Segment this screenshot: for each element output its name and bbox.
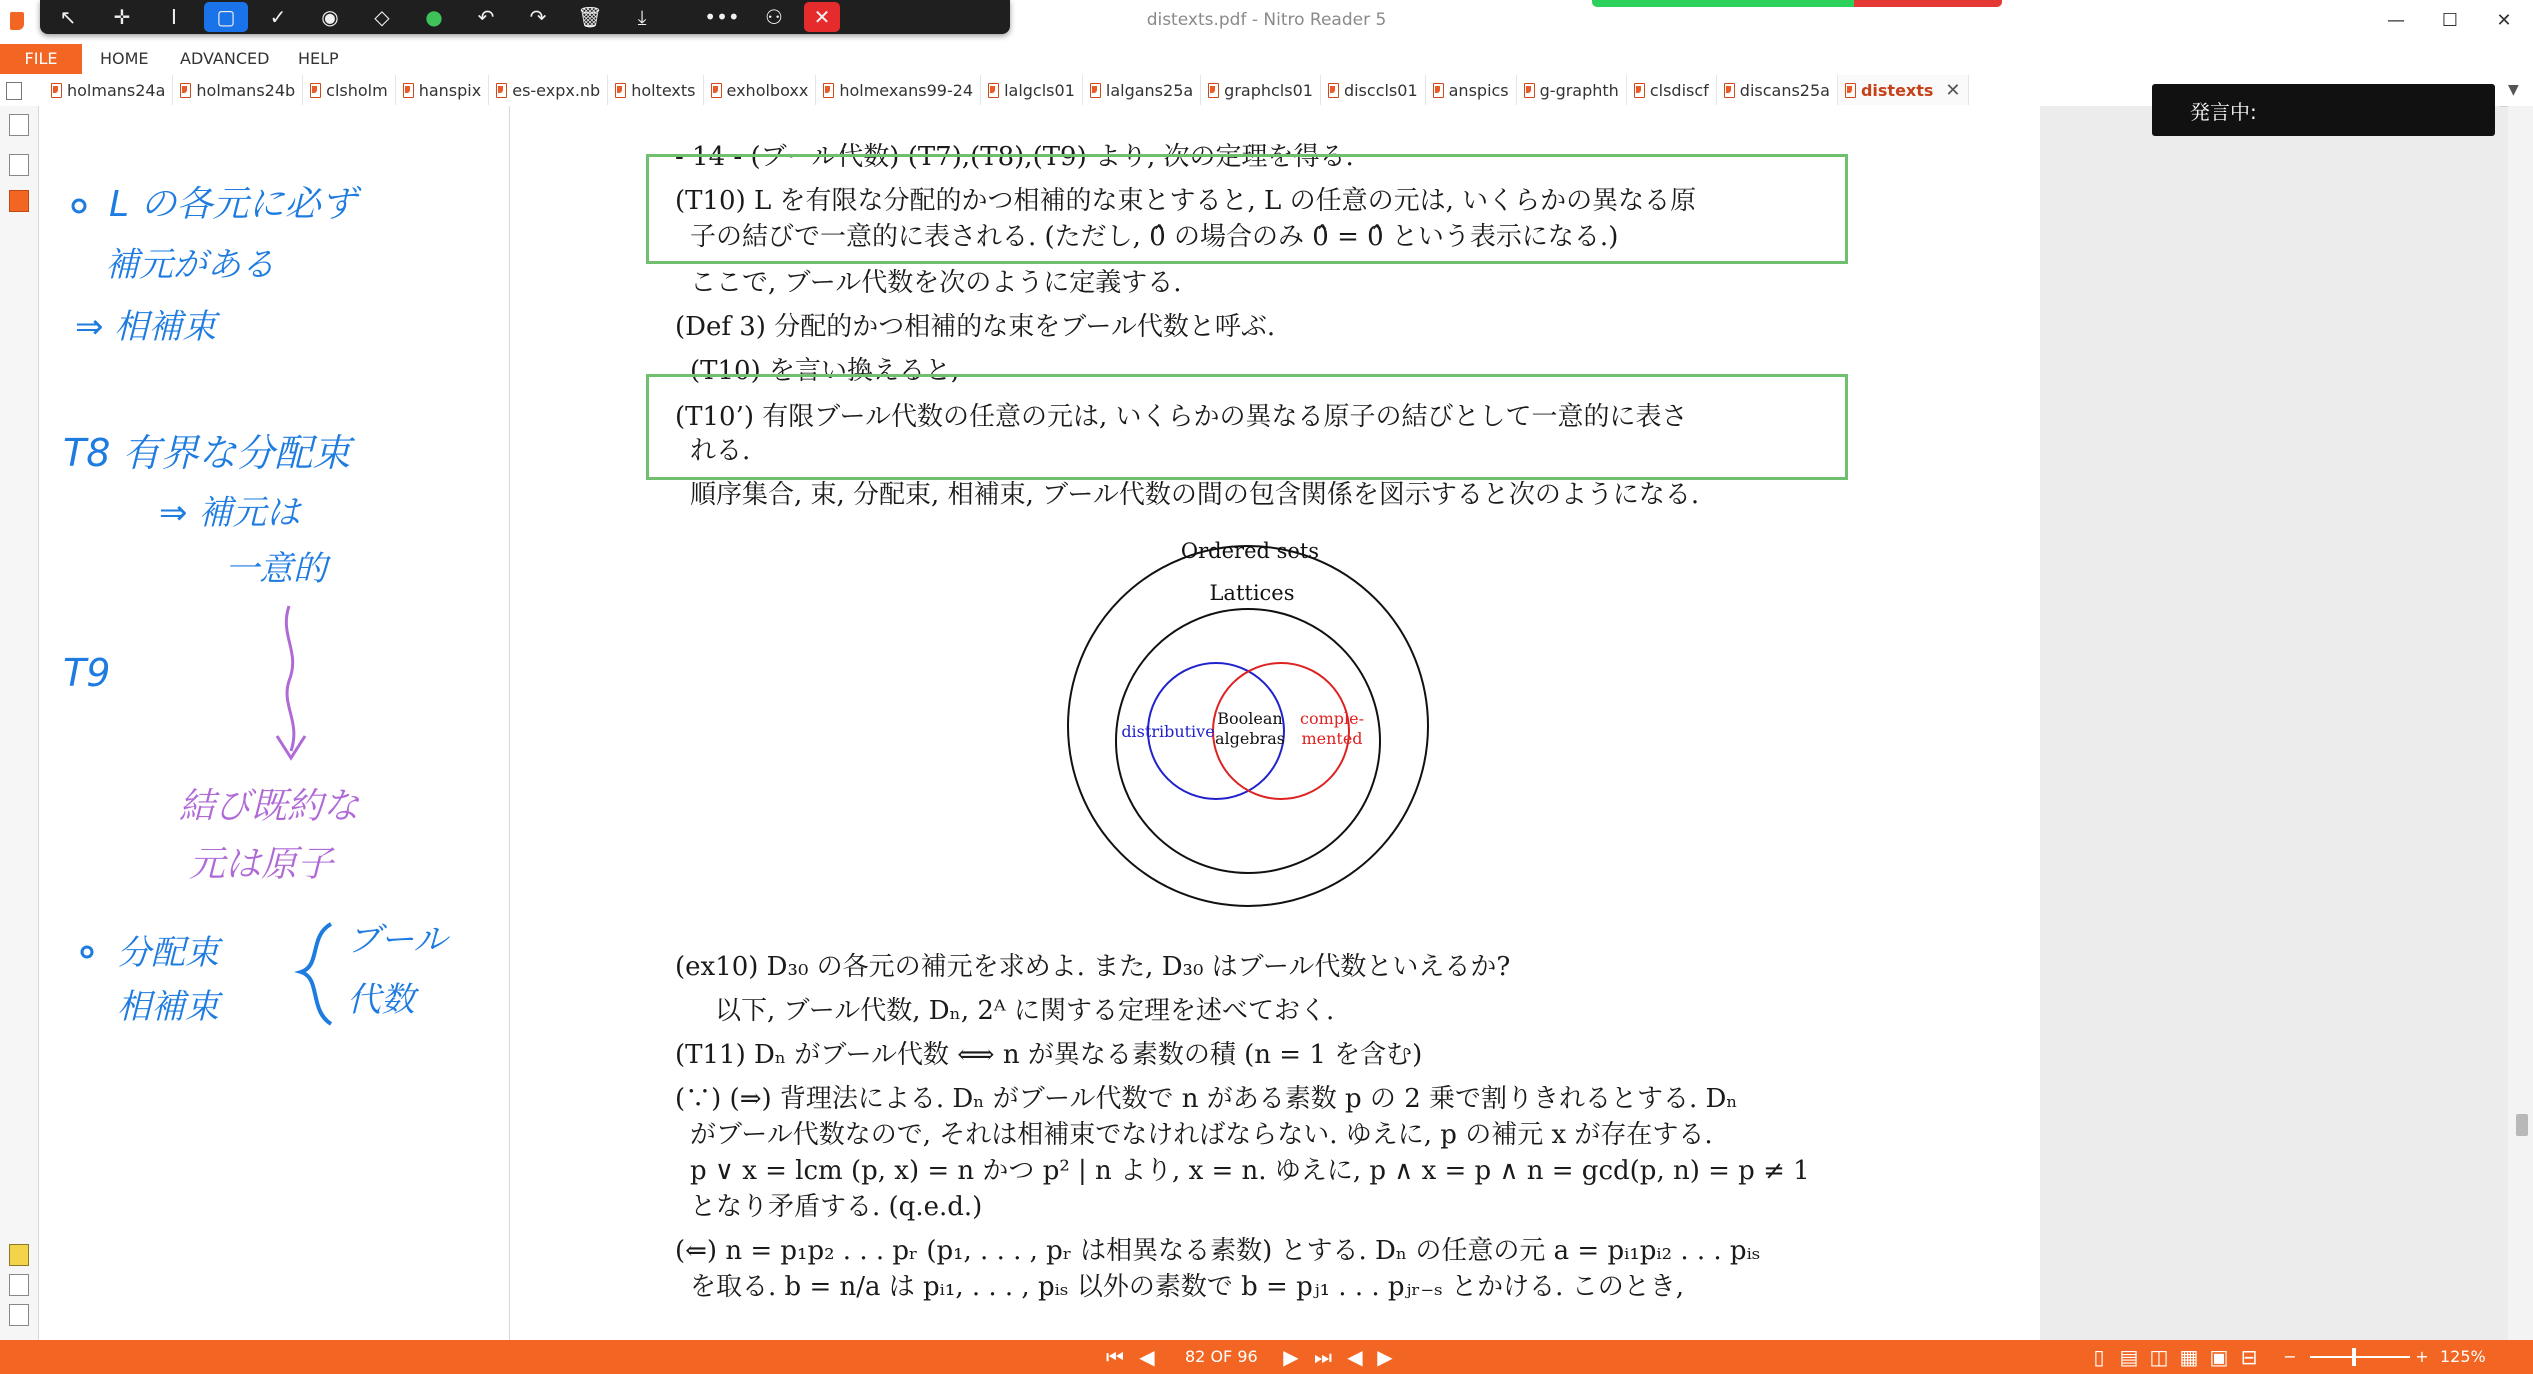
tab-label: es-expx.nb <box>512 80 601 100</box>
tab-label: discans25a <box>1739 80 1830 100</box>
tab-label: disccls01 <box>1343 80 1418 100</box>
tab-disccls01[interactable] <box>1321 75 1426 105</box>
hw-line-7: T9 <box>63 651 111 695</box>
fit-width-icon[interactable]: ⊟ <box>2240 1345 2258 1369</box>
pdf-file-icon <box>1328 83 1339 98</box>
hw-line-13: 代数 <box>347 980 415 1020</box>
label-lattices: Lattices <box>1209 581 1295 605</box>
tab-anspics[interactable] <box>1426 75 1517 105</box>
doc-line-t10-a: (T10) L を有限な分配的かつ相補的な束とすると, L の任意の元は, いくらかの異なる原 <box>675 186 1697 216</box>
tab-label: holtexts <box>631 80 696 100</box>
tab-label: hanspix <box>418 80 482 100</box>
venn-diagram <box>510 106 2040 748</box>
pages-panel-icon[interactable] <box>9 114 29 136</box>
tab-label: holmans24a <box>67 80 166 100</box>
pdf-file-icon <box>51 83 62 98</box>
previous-page-icon[interactable]: ◀ <box>1139 1345 1155 1369</box>
color-dot-icon[interactable]: ● <box>425 5 443 29</box>
tab-label: graphcls01 <box>1224 80 1313 100</box>
speaking-label: 発言中: <box>2190 100 2257 124</box>
doc-line-proof-3: p ∨ x = lcm (p, x) = n かつ p² | n より, x = n. ゆえに, p ∧ x = p ∧ n = gcd(p, n) = p ≠ 1 <box>690 1156 1810 1186</box>
doc-line-t10p-b: れる. <box>690 436 751 466</box>
tab-exholboxx[interactable] <box>704 75 817 105</box>
tab-holmans24a[interactable] <box>44 75 173 105</box>
tab-lalgans25a[interactable] <box>1083 75 1201 105</box>
menu-home[interactable]: HOME <box>100 49 149 68</box>
zoom-slider[interactable] <box>2310 1356 2410 1358</box>
tab-holmexans99-24[interactable] <box>816 75 981 105</box>
pdf-file-icon <box>1208 83 1219 98</box>
pdf-file-icon <box>1845 83 1856 98</box>
fit-page-icon[interactable]: ▣ <box>2209 1345 2229 1369</box>
tab-g-graphth[interactable] <box>1517 75 1627 105</box>
move-icon[interactable]: ✛ <box>113 5 131 29</box>
pdf-file-icon <box>403 83 414 98</box>
pdf-file-icon <box>988 83 999 98</box>
hw-line-4: T8 有界な分配束 <box>63 431 351 475</box>
doc-line-converse-1: (⇐) n = p₁p₂ . . . pᵣ (p₁, . . . , pᵣ は相異なる素数) とする. Dₙ の任意の元 a = pᵢ₁pᵢ₂ . . . pᵢₛ <box>675 1236 1761 1266</box>
share-user-icon[interactable]: ⚇ <box>765 5 783 29</box>
pdf-file-icon <box>1090 83 1101 98</box>
pdf-page <box>510 106 2040 1340</box>
doc-line-def3: (Def 3) 分配的かつ相補的な束をブール代数と呼ぶ. <box>675 312 1276 342</box>
label-boolean-2: algebras <box>1214 729 1286 748</box>
single-page-view-icon[interactable]: ▯ <box>2093 1345 2105 1369</box>
hw-line-2: 補元がある <box>105 245 275 285</box>
hw-line-1: L の各元に必ず <box>109 184 357 225</box>
hw-line-9: 元は原子 <box>189 844 334 885</box>
tab-overflow-icon[interactable]: ▼ <box>2508 82 2519 98</box>
menu-file[interactable]: FILE <box>0 44 82 74</box>
doc-line-header: - 14 - (ブール代数) (T7),(T8),(T9) より, 次の定理を得る. <box>675 142 1354 172</box>
menu-help[interactable]: HELP <box>298 49 339 68</box>
tab-label: clsdiscf <box>1649 80 1709 100</box>
checkmark-icon[interactable]: ✓ <box>269 5 287 29</box>
pdf-file-icon <box>1524 83 1535 98</box>
tab-close-icon[interactable]: ✕ <box>1945 79 1961 101</box>
doc-line-proof-4: となり矛盾する. (q.e.d.) <box>690 1192 983 1222</box>
hw-line-6: 一意的 <box>225 549 327 589</box>
hw-line-8: 結び既約な <box>179 786 360 827</box>
facing-view-icon[interactable]: ◫ <box>2149 1345 2169 1369</box>
tab-lalgcls01[interactable] <box>981 75 1083 105</box>
close-window-button[interactable]: ✕ <box>2496 10 2512 31</box>
doc-line-def-intro: ここで, ブール代数を次のように定義する. <box>690 268 1182 298</box>
tab-label: holmexans99-24 <box>839 80 974 100</box>
tab-discans25a[interactable] <box>1717 75 1838 105</box>
copy-panel-icon[interactable] <box>9 1274 29 1296</box>
tab-graphcls01[interactable] <box>1201 75 1321 105</box>
doc-line-t10p-a: (T10’) 有限ブール代数の任意の元は, いくらかの異なる原子の結びとして一意的に表さ <box>675 402 1688 432</box>
maximize-button[interactable]: ☐ <box>2441 10 2459 31</box>
status-bar <box>0 1340 2533 1374</box>
doc-line-proof-2: がブール代数なので, それは相補束でなければならない. ゆえに, p の補元 x が存在する. <box>690 1120 1713 1150</box>
tab-list <box>44 74 1969 106</box>
document-gutter <box>2040 106 2500 1340</box>
pdf-file-icon <box>711 83 722 98</box>
more-icon[interactable]: ••• <box>704 5 740 29</box>
tab-list-icon[interactable] <box>6 82 22 100</box>
label-boolean-1: Boolean <box>1217 709 1283 728</box>
output-panel-icon[interactable] <box>9 1304 29 1326</box>
attachments-panel-icon[interactable] <box>9 154 29 176</box>
pdf-file-icon <box>180 83 191 98</box>
last-page-icon[interactable]: ⏭ <box>1314 1345 1332 1369</box>
bookmarks-panel-icon[interactable] <box>9 190 29 212</box>
label-complemented-2: mented <box>1301 729 1363 748</box>
tab-label: lalgans25a <box>1105 80 1194 100</box>
rectangle-tool-icon[interactable]: ▢ <box>204 2 248 32</box>
tab-distexts[interactable] <box>1838 75 1969 105</box>
doc-line-rephrase: (T10) を言い換えると, <box>690 356 960 386</box>
zoom-slider-thumb[interactable] <box>2352 1348 2356 1366</box>
doc-line-ex10: (ex10) D₃₀ の各元の補元を求めよ. また, D₃₀ はブール代数といえるか? <box>675 952 1511 982</box>
tab-label: lalgcls01 <box>1004 80 1075 100</box>
text-cursor-icon[interactable]: I <box>171 5 177 29</box>
first-page-icon[interactable]: ⏮ <box>1106 1345 1124 1369</box>
comments-panel-icon[interactable] <box>9 1244 29 1266</box>
pdf-file-icon <box>823 83 834 98</box>
record-icon[interactable]: ◉ <box>321 5 339 29</box>
tab-clsholm[interactable] <box>303 75 396 105</box>
menu-advanced[interactable]: ADVANCED <box>180 49 270 68</box>
window-title: distexts.pdf - Nitro Reader 5 <box>1146 10 1387 30</box>
undo-icon[interactable]: ↶ <box>477 5 495 29</box>
close-toolbar-icon[interactable]: ✕ <box>804 2 840 32</box>
hw-line-11: 相補束 <box>117 987 219 1027</box>
zoom-level[interactable]: 125% <box>2440 1347 2486 1366</box>
tab-label: distexts <box>1860 80 1934 100</box>
share-status-bar-red <box>1854 0 2002 7</box>
doc-line-t10-b: 子の結びで一意的に表される. (ただし, 0̂ の場合のみ 0̂ = 0̂ という表示になる.) <box>690 222 1619 252</box>
label-complemented-1: comple- <box>1300 709 1364 728</box>
share-status-bar-green <box>1592 0 1854 7</box>
left-side-toolbar <box>0 106 39 1340</box>
tab-label: g-graphth <box>1539 80 1619 100</box>
hw-line-12: ブール <box>347 920 448 960</box>
redo-icon[interactable]: ↷ <box>529 5 547 29</box>
doc-line-theorems-intro: 以下, ブール代数, Dₙ, 2ᴬ に関する定理を述べておく. <box>715 996 1335 1026</box>
trash-icon[interactable]: 🗑 <box>577 5 603 29</box>
continuous-view-icon[interactable]: ▤ <box>2119 1345 2139 1369</box>
tab-label: holmans24b <box>196 80 296 100</box>
tab-holmans24b[interactable] <box>173 75 303 105</box>
annotation-toolbar <box>40 0 1010 34</box>
tab-clsdiscf[interactable] <box>1627 75 1717 105</box>
doc-line-converse-2: を取る. b = n/a は pᵢ₁, . . . , pᵢₛ 以外の素数で b = pⱼ₁ . . . pⱼᵣ₋ₛ とかける. このとき, <box>690 1272 1684 1302</box>
zoom-out-icon[interactable]: − <box>2283 1347 2297 1366</box>
tab-label: clsholm <box>326 80 388 100</box>
doc-line-inclusion: 順序集合, 束, 分配束, 相補束, ブール代数の間の包含関係を図示すると次のようになる. <box>690 480 1700 510</box>
pdf-file-icon <box>1634 83 1645 98</box>
tab-es-expx-nb[interactable] <box>489 75 608 105</box>
hw-line-5: ⇒ 補元は <box>159 493 301 533</box>
hw-line-10: 分配束 <box>117 933 219 973</box>
pdf-file-icon <box>1433 83 1444 98</box>
hw-line-3: ⇒ 相補束 <box>75 307 217 347</box>
back-view-icon[interactable]: ◀ <box>1347 1345 1363 1369</box>
label-ordered-sets: Ordered sets <box>1180 539 1320 563</box>
pointer-icon[interactable]: ↖ <box>59 5 77 29</box>
tab-label: exholboxx <box>726 80 809 100</box>
forward-view-icon[interactable]: ▶ <box>1377 1345 1393 1369</box>
pdf-file-icon <box>310 83 321 98</box>
pdf-file-icon <box>1724 83 1735 98</box>
pdf-file-icon <box>615 83 626 98</box>
eraser-icon[interactable]: ◇ <box>374 5 390 29</box>
vertical-scrollbar[interactable] <box>2508 106 2533 1340</box>
speaking-indicator <box>2152 84 2495 136</box>
facing-continuous-view-icon[interactable]: ▦ <box>2179 1345 2199 1369</box>
handwriting-canvas <box>39 106 509 1340</box>
doc-line-t11: (T11) Dₙ がブール代数 ⟺ n が異なる素数の積 (n = 1 を含む) <box>675 1040 1423 1070</box>
next-page-icon[interactable]: ▶ <box>1283 1345 1299 1369</box>
tab-label: anspics <box>1448 80 1509 100</box>
doc-line-proof-1: (∵) (⇒) 背理法による. Dₙ がブール代数で n がある素数 p の 2 乗で割りきれるとする. Dₙ <box>675 1084 1738 1114</box>
ribbon-menu <box>0 44 2533 74</box>
pdf-file-icon <box>496 83 507 98</box>
label-distributive: distributive <box>1121 722 1215 741</box>
handwritten-notes-panel <box>39 106 510 1340</box>
download-icon[interactable]: ⤓ <box>637 5 647 29</box>
tab-hanspix[interactable] <box>396 75 490 105</box>
minimize-button[interactable]: — <box>2387 10 2405 31</box>
scrollbar-thumb[interactable] <box>2516 1114 2528 1136</box>
zoom-in-icon[interactable]: + <box>2415 1347 2429 1366</box>
tab-holtexts[interactable] <box>608 75 703 105</box>
page-indicator[interactable]: 82 OF 96 <box>1185 1347 1258 1366</box>
